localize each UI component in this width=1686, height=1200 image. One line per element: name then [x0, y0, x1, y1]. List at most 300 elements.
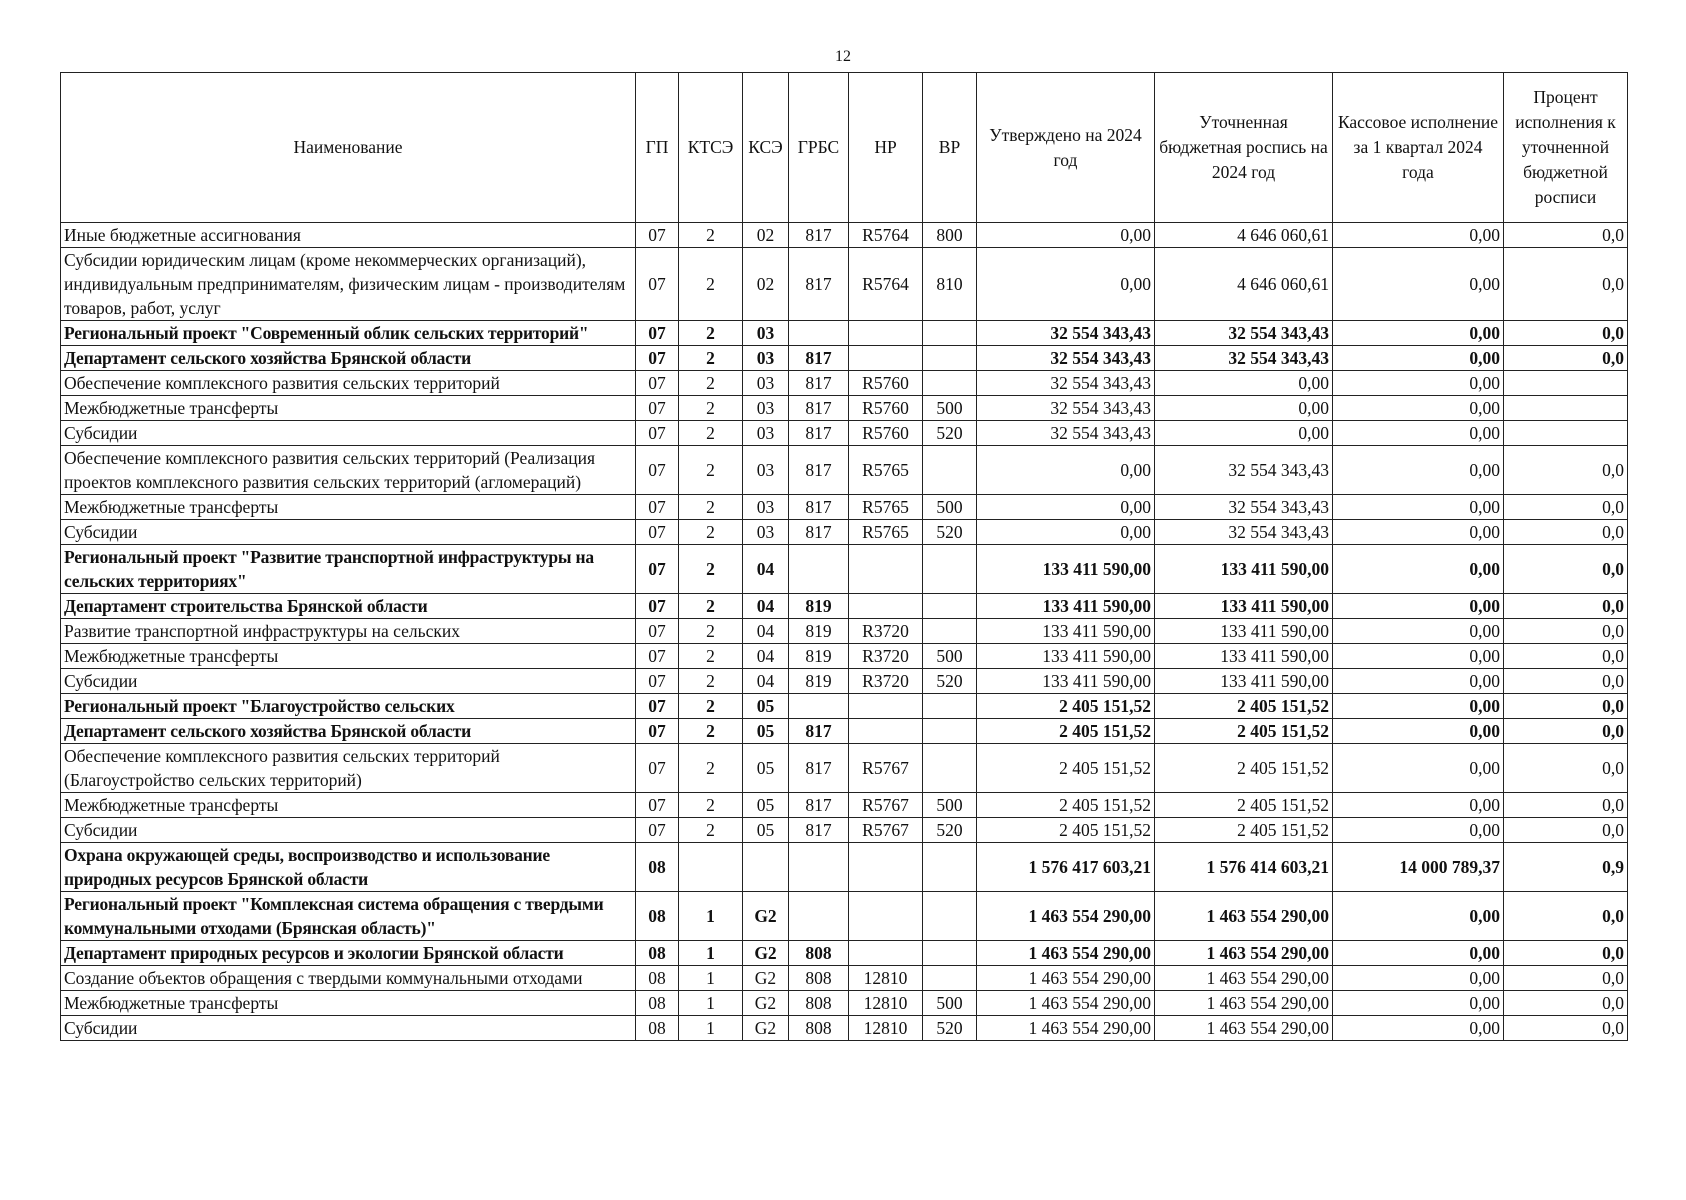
table-row	[61, 421, 1628, 446]
cell-kse	[743, 843, 789, 892]
cell-percent	[1504, 421, 1628, 446]
cell-refined: 1 463 554 290,00	[1155, 1016, 1333, 1041]
header-np: НР	[849, 73, 923, 223]
cell-name: Иные бюджетные ассигнования	[61, 223, 636, 248]
cell-gp: 08	[636, 1016, 679, 1041]
cell-ktse: 2	[679, 669, 743, 694]
cell-refined: 2 405 151,52	[1155, 694, 1333, 719]
cell-vr	[923, 446, 977, 495]
cell-percent: 0,0	[1504, 694, 1628, 719]
cell-ktse: 2	[679, 248, 743, 321]
cell-percent: 0,0	[1504, 346, 1628, 371]
cell-cash: 0,00	[1333, 321, 1504, 346]
cell-percent	[1504, 371, 1628, 396]
cell-percent: 0,0	[1504, 966, 1628, 991]
cell-name: Департамент сельского хозяйства Брянской области	[61, 719, 636, 744]
cell-name: Субсидии юридическим лицам (кроме некоммерческих организаций), индивидуальным предпринимателям, физическим лицам - производителям товаров, работ, услуг	[61, 248, 636, 321]
cell-percent: 0,0	[1504, 892, 1628, 941]
cell-np: R3720	[849, 644, 923, 669]
cell-cash: 0,00	[1333, 966, 1504, 991]
cell-cash: 0,00	[1333, 941, 1504, 966]
table-row	[61, 396, 1628, 421]
cell-approved: 133 411 590,00	[977, 545, 1155, 594]
cell-cash: 0,00	[1333, 346, 1504, 371]
cell-grbs: 817	[789, 446, 849, 495]
cell-cash: 0,00	[1333, 694, 1504, 719]
table-row	[61, 619, 1628, 644]
cell-gp: 07	[636, 371, 679, 396]
cell-cash: 0,00	[1333, 520, 1504, 545]
cell-grbs: 817	[789, 223, 849, 248]
cell-kse: 04	[743, 594, 789, 619]
cell-ktse: 1	[679, 1016, 743, 1041]
cell-name: Межбюджетные трансферты	[61, 991, 636, 1016]
header-row	[61, 73, 1628, 223]
cell-vr	[923, 966, 977, 991]
cell-grbs: 808	[789, 1016, 849, 1041]
cell-percent: 0,9	[1504, 843, 1628, 892]
cell-approved: 1 463 554 290,00	[977, 1016, 1155, 1041]
cell-cash: 0,00	[1333, 545, 1504, 594]
cell-np: 12810	[849, 1016, 923, 1041]
cell-kse: 03	[743, 520, 789, 545]
cell-grbs: 819	[789, 644, 849, 669]
cell-ktse: 2	[679, 594, 743, 619]
cell-np: R5767	[849, 744, 923, 793]
cell-refined: 133 411 590,00	[1155, 619, 1333, 644]
cell-kse: 05	[743, 719, 789, 744]
cell-np	[849, 843, 923, 892]
cell-vr	[923, 594, 977, 619]
cell-refined: 133 411 590,00	[1155, 669, 1333, 694]
table-row	[61, 991, 1628, 1016]
cell-ktse	[679, 843, 743, 892]
cell-approved: 2 405 151,52	[977, 694, 1155, 719]
header-name: Наименование	[61, 73, 636, 223]
header-gp: ГП	[636, 73, 679, 223]
cell-refined: 32 554 343,43	[1155, 346, 1333, 371]
cell-ktse: 1	[679, 941, 743, 966]
cell-name: Региональный проект "Благоустройство сельских	[61, 694, 636, 719]
cell-vr	[923, 346, 977, 371]
cell-percent: 0,0	[1504, 941, 1628, 966]
cell-gp: 07	[636, 520, 679, 545]
cell-gp: 07	[636, 248, 679, 321]
cell-kse: 02	[743, 248, 789, 321]
cell-gp: 07	[636, 321, 679, 346]
cell-vr	[923, 719, 977, 744]
cell-kse: 03	[743, 495, 789, 520]
cell-ktse: 1	[679, 892, 743, 941]
cell-ktse: 2	[679, 223, 743, 248]
cell-refined: 1 576 414 603,21	[1155, 843, 1333, 892]
cell-percent: 0,0	[1504, 644, 1628, 669]
cell-name: Региональный проект "Современный облик сельских территорий"	[61, 321, 636, 346]
cell-percent: 0,0	[1504, 321, 1628, 346]
table-row	[61, 346, 1628, 371]
cell-kse: 05	[743, 818, 789, 843]
cell-percent: 0,0	[1504, 719, 1628, 744]
cell-vr: 500	[923, 991, 977, 1016]
cell-gp: 07	[636, 223, 679, 248]
cell-gp: 08	[636, 991, 679, 1016]
cell-vr: 520	[923, 818, 977, 843]
cell-refined: 2 405 151,52	[1155, 818, 1333, 843]
cell-vr	[923, 545, 977, 594]
cell-gp: 07	[636, 594, 679, 619]
cell-approved: 32 554 343,43	[977, 346, 1155, 371]
cell-vr	[923, 694, 977, 719]
cell-ktse: 2	[679, 520, 743, 545]
cell-np: R5760	[849, 396, 923, 421]
cell-name: Межбюджетные трансферты	[61, 644, 636, 669]
cell-grbs: 817	[789, 520, 849, 545]
cell-approved: 133 411 590,00	[977, 644, 1155, 669]
cell-cash: 0,00	[1333, 1016, 1504, 1041]
cell-vr: 520	[923, 1016, 977, 1041]
cell-np: R5764	[849, 223, 923, 248]
cell-percent: 0,0	[1504, 545, 1628, 594]
cell-ktse: 1	[679, 991, 743, 1016]
cell-percent: 0,0	[1504, 1016, 1628, 1041]
cell-ktse: 1	[679, 966, 743, 991]
cell-percent: 0,0	[1504, 818, 1628, 843]
cell-gp: 07	[636, 818, 679, 843]
cell-vr: 500	[923, 495, 977, 520]
cell-name: Межбюджетные трансферты	[61, 495, 636, 520]
cell-refined: 0,00	[1155, 371, 1333, 396]
table-row	[61, 843, 1628, 892]
cell-kse: 02	[743, 223, 789, 248]
cell-vr	[923, 744, 977, 793]
cell-name: Региональный проект "Комплексная система обращения с твердыми коммунальными отходами (Брянская область)"	[61, 892, 636, 941]
cell-grbs: 817	[789, 421, 849, 446]
cell-vr	[923, 619, 977, 644]
cell-grbs: 808	[789, 941, 849, 966]
table-body	[61, 223, 1628, 1041]
cell-grbs: 817	[789, 719, 849, 744]
cell-gp: 07	[636, 619, 679, 644]
cell-kse: 04	[743, 619, 789, 644]
cell-cash: 0,00	[1333, 892, 1504, 941]
cell-refined: 0,00	[1155, 396, 1333, 421]
cell-cash: 0,00	[1333, 744, 1504, 793]
cell-name: Департамент природных ресурсов и экологии Брянской области	[61, 941, 636, 966]
cell-ktse: 2	[679, 644, 743, 669]
cell-kse: 04	[743, 669, 789, 694]
table-row	[61, 545, 1628, 594]
cell-kse: 04	[743, 545, 789, 594]
cell-approved: 32 554 343,43	[977, 371, 1155, 396]
header-cash: Кассовое исполнение за 1 квартал 2024 года	[1333, 73, 1504, 223]
cell-grbs	[789, 545, 849, 594]
cell-cash: 0,00	[1333, 421, 1504, 446]
cell-kse: 03	[743, 371, 789, 396]
cell-name: Межбюджетные трансферты	[61, 793, 636, 818]
cell-name: Субсидии	[61, 1016, 636, 1041]
cell-refined: 32 554 343,43	[1155, 495, 1333, 520]
cell-kse: 03	[743, 321, 789, 346]
cell-ktse: 2	[679, 694, 743, 719]
cell-approved: 0,00	[977, 495, 1155, 520]
cell-np: R3720	[849, 669, 923, 694]
cell-kse: G2	[743, 991, 789, 1016]
cell-np: R3720	[849, 619, 923, 644]
cell-vr	[923, 371, 977, 396]
cell-cash: 0,00	[1333, 371, 1504, 396]
cell-percent: 0,0	[1504, 991, 1628, 1016]
cell-np	[849, 941, 923, 966]
header-refined: Уточненная бюджетная роспись на 2024 год	[1155, 73, 1333, 223]
cell-vr	[923, 321, 977, 346]
cell-cash: 0,00	[1333, 619, 1504, 644]
cell-cash: 0,00	[1333, 793, 1504, 818]
cell-refined: 4 646 060,61	[1155, 248, 1333, 321]
page-number: 12	[835, 48, 851, 65]
cell-refined: 1 463 554 290,00	[1155, 892, 1333, 941]
cell-grbs: 817	[789, 818, 849, 843]
table-row	[61, 223, 1628, 248]
cell-ktse: 2	[679, 346, 743, 371]
cell-ktse: 2	[679, 619, 743, 644]
table-row	[61, 248, 1628, 321]
header-grbs: ГРБС	[789, 73, 849, 223]
cell-name: Создание объектов обращения с твердыми коммунальными отходами	[61, 966, 636, 991]
cell-approved: 32 554 343,43	[977, 321, 1155, 346]
cell-approved: 0,00	[977, 248, 1155, 321]
cell-approved: 133 411 590,00	[977, 669, 1155, 694]
cell-np: 12810	[849, 991, 923, 1016]
table-row	[61, 694, 1628, 719]
cell-refined: 0,00	[1155, 421, 1333, 446]
cell-percent: 0,0	[1504, 669, 1628, 694]
cell-ktse: 2	[679, 371, 743, 396]
cell-name: Охрана окружающей среды, воспроизводство и использование природных ресурсов Брянской области	[61, 843, 636, 892]
cell-approved: 0,00	[977, 520, 1155, 545]
cell-kse: 03	[743, 396, 789, 421]
cell-approved: 1 463 554 290,00	[977, 966, 1155, 991]
cell-np: R5764	[849, 248, 923, 321]
cell-grbs: 819	[789, 619, 849, 644]
cell-np	[849, 321, 923, 346]
cell-vr: 520	[923, 421, 977, 446]
cell-vr: 810	[923, 248, 977, 321]
cell-percent	[1504, 396, 1628, 421]
cell-name: Межбюджетные трансферты	[61, 396, 636, 421]
cell-gp: 07	[636, 644, 679, 669]
table-row	[61, 744, 1628, 793]
cell-percent: 0,0	[1504, 520, 1628, 545]
cell-percent: 0,0	[1504, 248, 1628, 321]
cell-np: R5760	[849, 371, 923, 396]
cell-refined: 1 463 554 290,00	[1155, 941, 1333, 966]
cell-percent: 0,0	[1504, 446, 1628, 495]
cell-name: Департамент сельского хозяйства Брянской области	[61, 346, 636, 371]
cell-np: 12810	[849, 966, 923, 991]
cell-grbs: 817	[789, 495, 849, 520]
cell-cash: 14 000 789,37	[1333, 843, 1504, 892]
cell-name: Обеспечение комплексного развития сельских территорий (Реализация проектов комплексного развития сельских территорий (агломераций)	[61, 446, 636, 495]
cell-grbs: 817	[789, 346, 849, 371]
cell-gp: 07	[636, 446, 679, 495]
cell-kse: 05	[743, 793, 789, 818]
cell-gp: 08	[636, 966, 679, 991]
cell-approved: 0,00	[977, 446, 1155, 495]
cell-name: Обеспечение комплексного развития сельских территорий (Благоустройство сельских территорий)	[61, 744, 636, 793]
cell-grbs	[789, 843, 849, 892]
table-row	[61, 495, 1628, 520]
cell-np: R5760	[849, 421, 923, 446]
cell-kse: 04	[743, 644, 789, 669]
cell-cash: 0,00	[1333, 446, 1504, 495]
cell-np: R5765	[849, 446, 923, 495]
cell-approved: 2 405 151,52	[977, 719, 1155, 744]
cell-np	[849, 545, 923, 594]
header-vr: ВР	[923, 73, 977, 223]
cell-ktse: 2	[679, 446, 743, 495]
table-header	[61, 73, 1628, 223]
cell-refined: 133 411 590,00	[1155, 594, 1333, 619]
cell-cash: 0,00	[1333, 248, 1504, 321]
cell-np	[849, 892, 923, 941]
cell-vr: 500	[923, 793, 977, 818]
cell-vr: 500	[923, 396, 977, 421]
cell-vr: 500	[923, 644, 977, 669]
cell-gp: 07	[636, 694, 679, 719]
cell-vr	[923, 941, 977, 966]
cell-refined: 4 646 060,61	[1155, 223, 1333, 248]
cell-name: Обеспечение комплексного развития сельских территорий	[61, 371, 636, 396]
cell-refined: 1 463 554 290,00	[1155, 966, 1333, 991]
table-row	[61, 1016, 1628, 1041]
cell-refined: 32 554 343,43	[1155, 446, 1333, 495]
cell-np: R5765	[849, 520, 923, 545]
cell-np	[849, 694, 923, 719]
cell-cash: 0,00	[1333, 495, 1504, 520]
cell-approved: 1 463 554 290,00	[977, 991, 1155, 1016]
cell-gp: 07	[636, 793, 679, 818]
cell-percent: 0,0	[1504, 594, 1628, 619]
cell-grbs: 817	[789, 248, 849, 321]
table-row	[61, 446, 1628, 495]
cell-grbs: 819	[789, 669, 849, 694]
cell-cash: 0,00	[1333, 594, 1504, 619]
header-percent: Процент исполнения к уточненной бюджетной росписи	[1504, 73, 1628, 223]
cell-approved: 1 463 554 290,00	[977, 941, 1155, 966]
cell-vr: 520	[923, 520, 977, 545]
cell-np	[849, 594, 923, 619]
cell-cash: 0,00	[1333, 719, 1504, 744]
cell-percent: 0,0	[1504, 495, 1628, 520]
cell-name: Субсидии	[61, 520, 636, 545]
cell-cash: 0,00	[1333, 991, 1504, 1016]
cell-vr: 520	[923, 669, 977, 694]
table-row	[61, 892, 1628, 941]
cell-np: R5765	[849, 495, 923, 520]
cell-percent: 0,0	[1504, 744, 1628, 793]
cell-grbs: 817	[789, 396, 849, 421]
cell-grbs	[789, 694, 849, 719]
table-row	[61, 644, 1628, 669]
table-row	[61, 669, 1628, 694]
cell-grbs: 817	[789, 744, 849, 793]
cell-gp: 07	[636, 495, 679, 520]
table-row	[61, 594, 1628, 619]
table-row	[61, 818, 1628, 843]
cell-cash: 0,00	[1333, 644, 1504, 669]
table-row	[61, 520, 1628, 545]
cell-gp: 08	[636, 941, 679, 966]
cell-approved: 32 554 343,43	[977, 421, 1155, 446]
table-row	[61, 321, 1628, 346]
cell-grbs: 808	[789, 966, 849, 991]
cell-ktse: 2	[679, 421, 743, 446]
cell-gp: 07	[636, 346, 679, 371]
table-row	[61, 719, 1628, 744]
cell-percent: 0,0	[1504, 619, 1628, 644]
header-kse: КСЭ	[743, 73, 789, 223]
cell-kse: 03	[743, 346, 789, 371]
cell-approved: 133 411 590,00	[977, 619, 1155, 644]
cell-refined: 32 554 343,43	[1155, 520, 1333, 545]
table-row	[61, 941, 1628, 966]
cell-gp: 08	[636, 843, 679, 892]
cell-kse: G2	[743, 1016, 789, 1041]
cell-kse: 05	[743, 694, 789, 719]
cell-vr: 800	[923, 223, 977, 248]
cell-ktse: 2	[679, 545, 743, 594]
cell-ktse: 2	[679, 744, 743, 793]
table-row	[61, 966, 1628, 991]
cell-approved: 1 463 554 290,00	[977, 892, 1155, 941]
cell-gp: 08	[636, 892, 679, 941]
table-row	[61, 371, 1628, 396]
cell-approved: 2 405 151,52	[977, 793, 1155, 818]
cell-name: Субсидии	[61, 669, 636, 694]
cell-grbs: 819	[789, 594, 849, 619]
cell-name: Развитие транспортной инфраструктуры на сельских	[61, 619, 636, 644]
cell-gp: 07	[636, 669, 679, 694]
cell-cash: 0,00	[1333, 818, 1504, 843]
cell-percent: 0,0	[1504, 223, 1628, 248]
cell-grbs: 808	[789, 991, 849, 1016]
cell-gp: 07	[636, 396, 679, 421]
cell-kse: G2	[743, 892, 789, 941]
cell-approved: 2 405 151,52	[977, 744, 1155, 793]
cell-approved: 0,00	[977, 223, 1155, 248]
cell-approved: 32 554 343,43	[977, 396, 1155, 421]
cell-gp: 07	[636, 545, 679, 594]
cell-grbs	[789, 892, 849, 941]
cell-gp: 07	[636, 421, 679, 446]
cell-refined: 133 411 590,00	[1155, 644, 1333, 669]
cell-kse: 03	[743, 421, 789, 446]
cell-grbs: 817	[789, 793, 849, 818]
cell-kse: G2	[743, 941, 789, 966]
cell-vr	[923, 843, 977, 892]
cell-gp: 07	[636, 719, 679, 744]
cell-refined: 133 411 590,00	[1155, 545, 1333, 594]
cell-refined: 2 405 151,52	[1155, 744, 1333, 793]
cell-percent: 0,0	[1504, 793, 1628, 818]
header-ktse: КТСЭ	[679, 73, 743, 223]
cell-ktse: 2	[679, 321, 743, 346]
cell-grbs: 817	[789, 371, 849, 396]
cell-np: R5767	[849, 818, 923, 843]
cell-vr	[923, 892, 977, 941]
table-row	[61, 793, 1628, 818]
cell-refined: 1 463 554 290,00	[1155, 991, 1333, 1016]
